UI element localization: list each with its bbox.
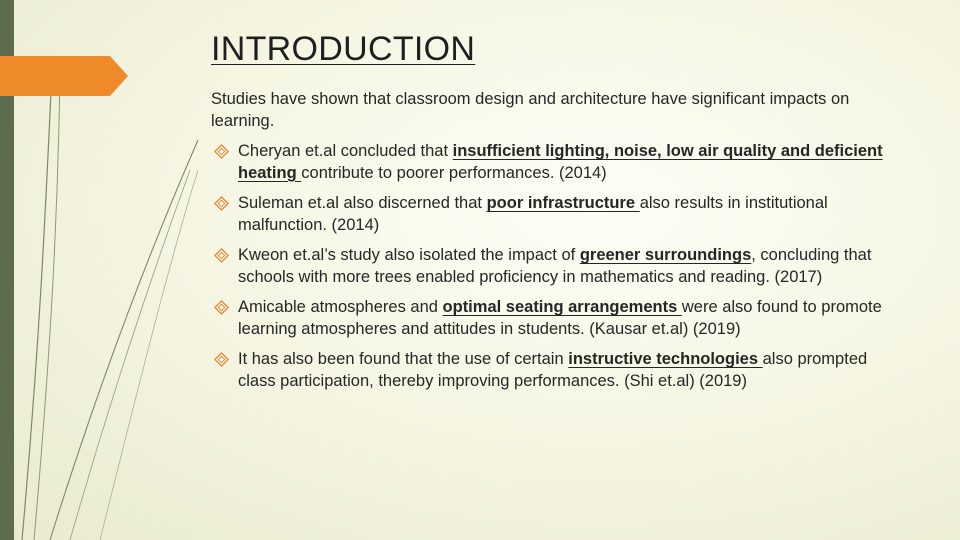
- bullet-highlight: optimal seating arrangements: [442, 298, 682, 316]
- bullet-item: [214, 349, 904, 392]
- bullet-text-after: also results in institutional malfunction. (2014): [238, 194, 828, 234]
- bullet-item: [214, 245, 904, 288]
- bullet-text-after: contribute to poorer performances. (2014): [301, 163, 607, 182]
- bullet-item: [214, 193, 904, 236]
- bullet-highlight: poor infrastructure: [486, 194, 640, 212]
- bullet-text-after: were also found to promote learning atmospheres and attitudes in students. (Kausar et.al) (2019): [238, 298, 882, 338]
- slide-title: INTRODUCTION: [211, 30, 476, 68]
- diamond-bullet-icon: [214, 144, 229, 159]
- bullet-item: [214, 141, 904, 184]
- bullet-item: [214, 297, 904, 340]
- bullet-text-before: It has also been found that the use of certain: [238, 350, 569, 368]
- bullet-text-before: Kweon et.al’s study also isolated the impact of: [238, 246, 580, 264]
- diamond-bullet-icon: [214, 248, 229, 263]
- bullet-highlight: greener surroundings: [579, 246, 752, 264]
- diamond-bullet-icon: [214, 196, 229, 211]
- intro-paragraph: Studies have shown that classroom design and architecture have significant impacts on learning.: [211, 90, 850, 130]
- bullet-list: [214, 141, 904, 401]
- bullet-text-after: also prompted class participation, thereby improving performances. (Shi et.al) (2019): [238, 350, 868, 390]
- bullet-text-before: Amicable atmospheres and: [238, 298, 443, 316]
- diamond-bullet-icon: [214, 300, 229, 315]
- bullet-highlight: instructive technologies: [568, 350, 763, 368]
- bullet-text-before: Suleman et.al also discerned that: [238, 194, 487, 212]
- accent-arrow-tab: [0, 56, 128, 96]
- bullet-text-after: , concluding that schools with more trees enabled proficiency in mathematics and reading. (2017): [238, 246, 872, 286]
- bullet-highlight: insufficient lighting, noise, low air quality and deficient heating: [238, 142, 883, 182]
- bullet-text-before: Cheryan et.al concluded that: [238, 142, 453, 160]
- diamond-bullet-icon: [214, 352, 229, 367]
